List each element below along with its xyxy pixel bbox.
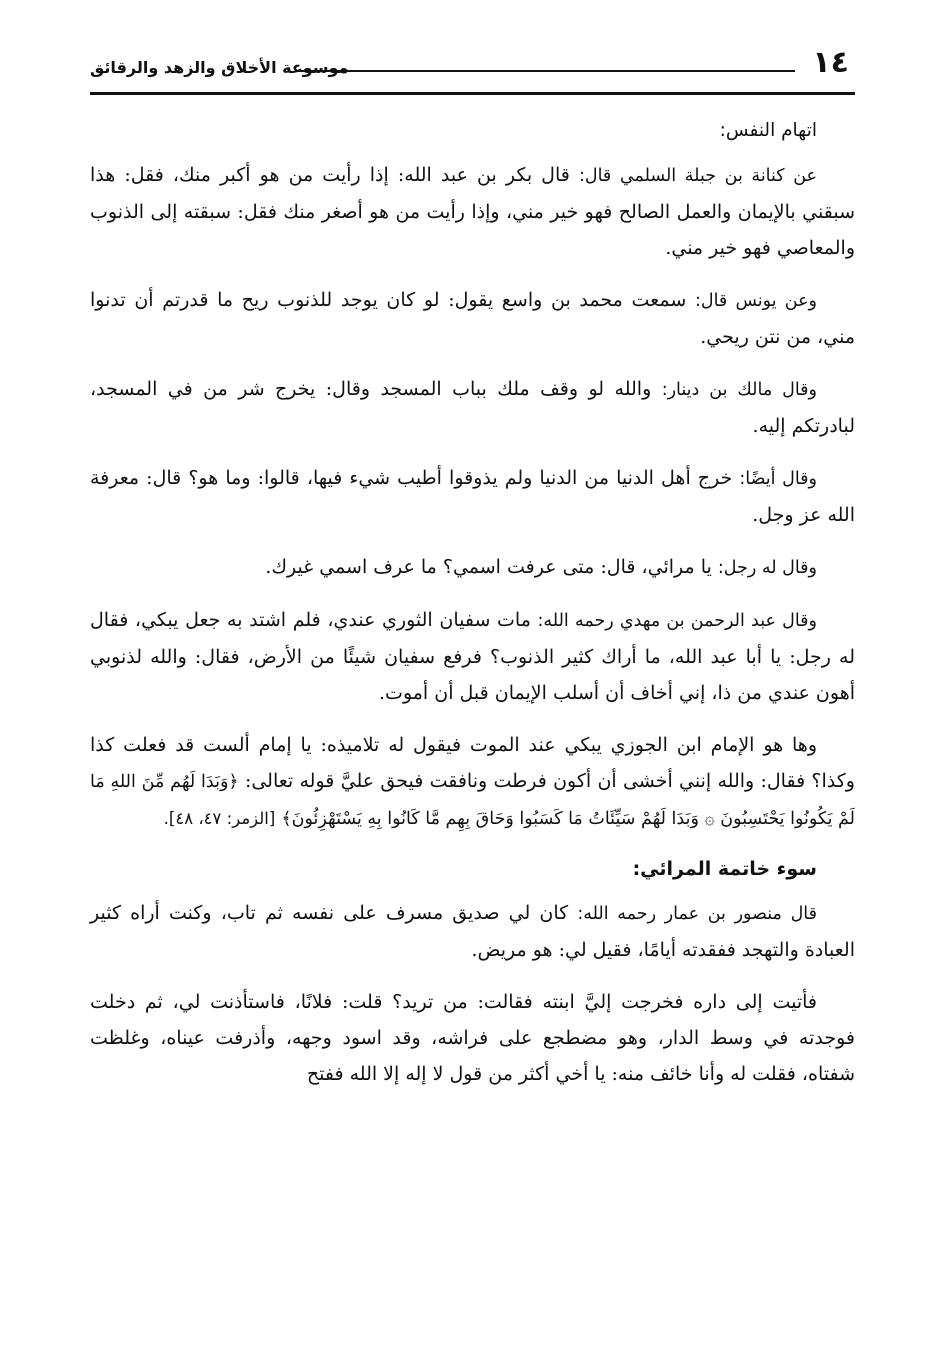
running-header [90, 40, 855, 95]
paragraph-1-text: قال بكر بن عبد الله: إذا رأيت من هو أكبر منك، فقل: هذا سبقني بالإيمان والعمل الصالح فهو خير مني، وإذا رأيت من هو أصغر منك فقل: سبقته إلى الذنوب والمعاصي فهو خير مني. [90, 163, 855, 259]
narrator-4: وقال أيضًا: [739, 468, 817, 489]
paragraph-7-text: وها هو الإمام ابن الجوزي يبكي عند الموت فيقول له تلاميذه: يا إمام ألست قد فعلت كذا وكذا؟ فقال: والله إنني أخشى أن أكون فرطت ونافقت فيحق عليَّ قوله تعالى: [90, 733, 855, 792]
paragraph-8 [90, 895, 855, 968]
paragraph-3 [90, 371, 855, 444]
paragraph-3-text: والله لو وقف ملك بباب المسجد وقال: يخرج شر من في المسجد، لبادرتكم إليه. [90, 377, 855, 437]
narrator-1: عن كنانة بن جبلة السلمي قال: [578, 165, 817, 186]
section-heading-bad-ending: سوء خاتمة المرائي: [632, 857, 817, 880]
paragraph-6 [90, 602, 855, 711]
paragraph-5 [90, 549, 855, 586]
narrator-8: قال منصور بن عمار رحمه الله: [577, 904, 817, 925]
book-title: موسوعة الأخلاق والزهد والرقائق [90, 58, 349, 77]
quran-verse: ﴿وَبَدَا لَهُم مِّنَ اللهِ مَا لَمْ يَكُونُوا يَحْتَسِبُونَ ۞ وَبَدَا لَهُمْ سَيِّئَاتُ مَا كَسَبُوا وَحَاقَ بِهِم مَّا كَانُوا بِهِ يَسْتَهْزِئُونَ﴾ [90, 771, 855, 829]
narrator-6: وقال عبد الرحمن بن مهدي رحمه الله: [537, 610, 817, 631]
paragraph-9-text: فأتيت إلى داره فخرجت إليَّ ابنته فقالت: من تريد؟ قلت: فلانًا، فاستأذنت لي، ثم دخلت فوجدته في وسط الدار، وهو مضطجع على فراشه، وقد اسود وجهه، وأذرفت عيناه، وغلظت شفتاه، فقلت له وأنا خائف منه: يا أخي أكثر من قول لا إله إلا الله ففتح [90, 991, 855, 1086]
paragraph-5-text: يا مرائي، قال: متى عرفت اسمي؟ ما عرف اسمي غيرك. [265, 555, 712, 578]
paragraph-2 [90, 282, 855, 355]
paragraph-6-text: مات سفيان الثوري عندي، فلم اشتد به جعل يبكي، فقال له رجل: يا أبا عبد الله، ما أراك كثير الذنوب؟ فرفع سفيان شيئًا من الأرض، فقال: والله لذنوبي أهون عندي من ذا، إني أخاف أن أسلب الإيمان قبل أن أموت. [90, 608, 855, 704]
paragraph-4 [90, 460, 855, 533]
paragraph-9 [90, 984, 855, 1092]
verse-reference: [الزمر: ٤٧، ٤٨]. [163, 808, 276, 828]
paragraph-8-text: كان لي صديق مسرف على نفسه ثم تاب، وكنت أراه كثير العبادة والتهجد ففقدته أيامًا، فقيل لي: هو مريض. [90, 902, 855, 962]
paragraph-7 [90, 727, 855, 837]
paragraph-2-text: سمعت محمد بن واسع يقول: لو كان يوجد للذنوب ريح ما قدرتم أن تدنوا مني، من نتن ريحي. [90, 288, 855, 348]
section-heading-self-accusation: اتهام النفس: [719, 120, 817, 141]
page-number: ١٤ [812, 45, 849, 80]
paragraph-1 [90, 157, 855, 266]
paragraph-4-text: خرج أهل الدنيا من الدنيا ولم يذوقوا أطيب شيء فيها، قالوا: وما هو؟ قال: معرفة الله عز وجل. [90, 466, 855, 526]
book-page [90, 40, 855, 1340]
narrator-5: وقال له رجل: [717, 557, 817, 578]
narrator-2: وعن يونس قال: [694, 290, 817, 311]
narrator-3: وقال مالك بن دينار: [661, 379, 818, 400]
header-rule [295, 70, 795, 72]
